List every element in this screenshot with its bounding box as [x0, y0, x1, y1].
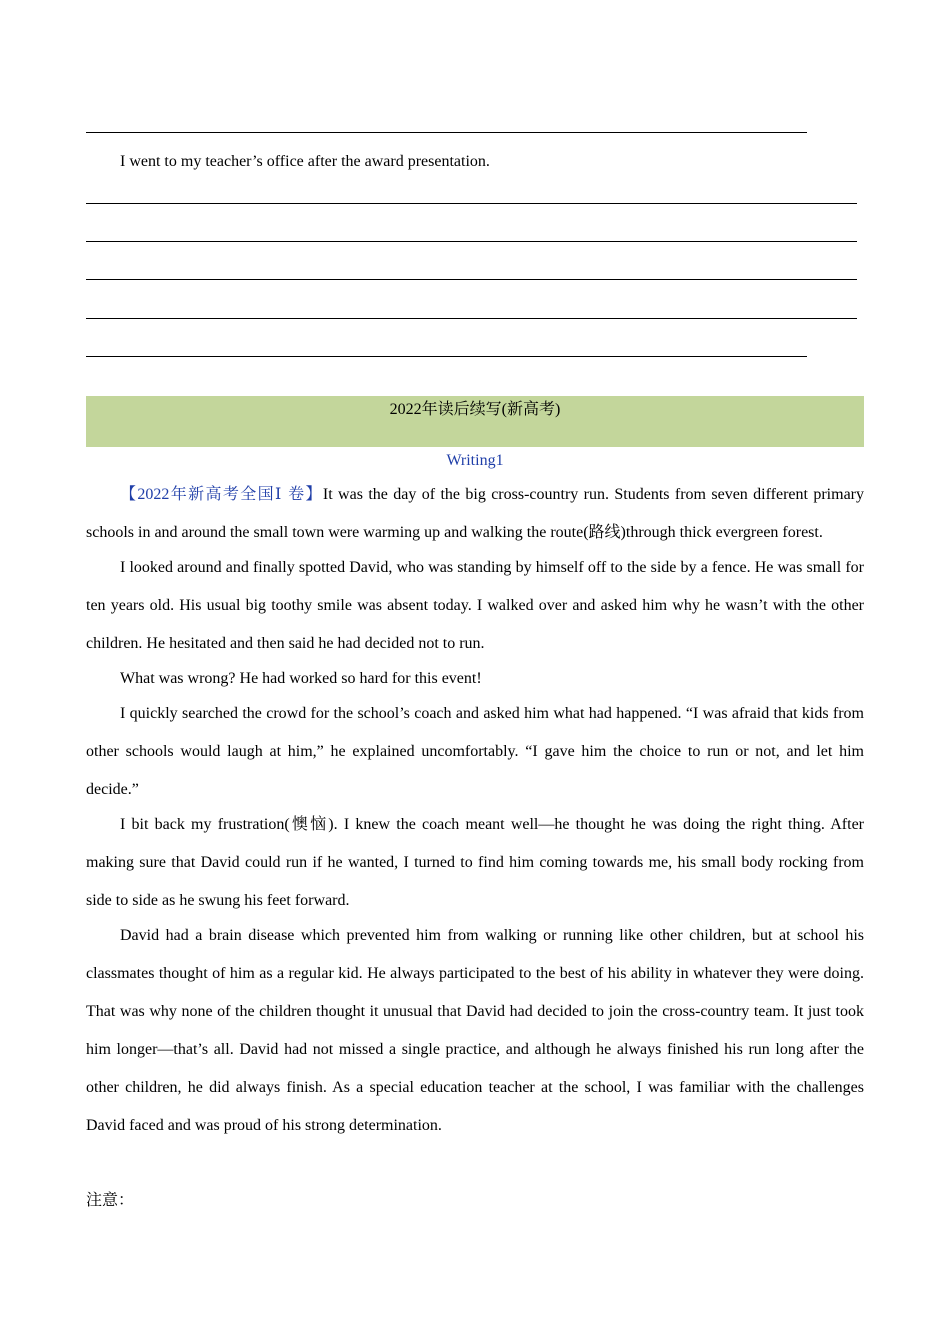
- section-banner: [86, 396, 864, 447]
- article-paragraph: What was wrong? He had worked so hard for this event!: [120, 670, 482, 687]
- answer-line: [86, 279, 857, 280]
- answer-line: [86, 356, 807, 357]
- answer-line: [86, 318, 857, 319]
- answer-line: [86, 203, 857, 204]
- continuation-prompt: I went to my teacher’s office after the award presentation.: [120, 153, 490, 170]
- writing-subtitle: Writing1: [446, 452, 504, 469]
- article-body: [86, 476, 864, 1142]
- article-paragraph: I looked around and finally spotted David, who was standing by himself off to the side by a fence. He was small for ten years old. His usual big toothy smile was absent today. I walked over and asked him why he wasn’t with the other children. He hesitated and then said he had decided not to run.: [86, 559, 864, 652]
- answer-line: [86, 132, 807, 133]
- article-paragraph: 【2022年新高考全国Ⅰ 卷】It was the day of the big cross-country run. Students from seven different primary schools in and around the small town were warming up and walking the route(路线)through thick evergreen forest.: [86, 486, 864, 541]
- source-tag: 【2022年新高考全国Ⅰ 卷】: [120, 486, 323, 503]
- note-label: 注意：: [86, 1192, 135, 1209]
- article-paragraph: David had a brain disease which prevented him from walking or running like other children, but at school his classmates thought of him as a regular kid. He always participated to the best of his ability in whatever they were doing. That was why none of the children thought it unusual that David had decided to join the cross-country team. It just took him longer—that’s all. David had not missed a single practice, and although he always finished his run long after the other children, he did always finish. As a special education teacher at the school, I was familiar with the challenges David faced and was proud of his strong determination.: [86, 927, 864, 1134]
- article-paragraph: I bit back my frustration(懊恼). I knew the coach meant well—he thought he was doing the right thing. After making sure that David could run if he wanted, I turned to find him coming towards me, his small body rocking from side to side as he swung his feet forward.: [86, 816, 864, 909]
- article-paragraph: I quickly searched the crowd for the school’s coach and asked him what had happened. “I was afraid that kids from other schools would laugh at him,” he explained uncomfortably. “I gave him the choice to run or not, and let him decide.”: [86, 705, 864, 798]
- section-title: 2022年读后续写(新高考): [389, 401, 561, 418]
- answer-line: [86, 241, 857, 242]
